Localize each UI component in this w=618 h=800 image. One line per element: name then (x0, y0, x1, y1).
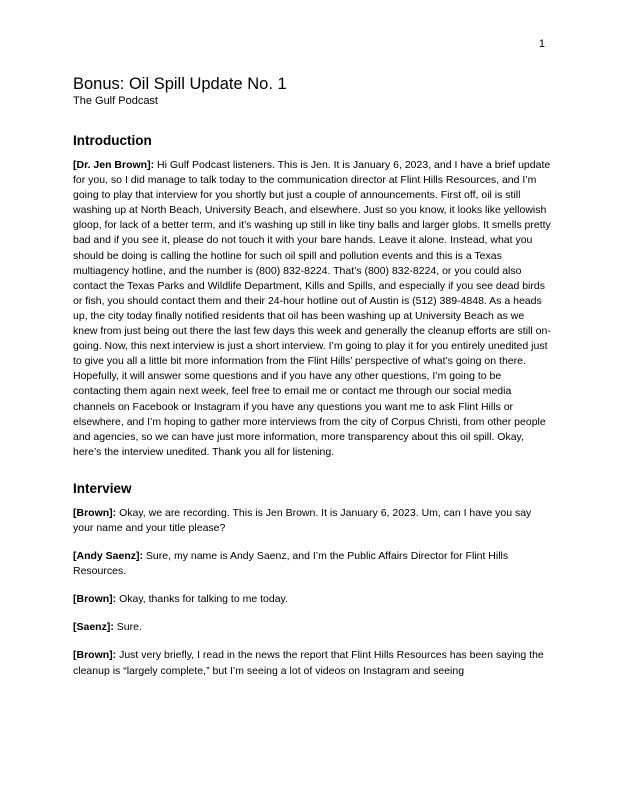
paragraph-text: Okay, thanks for talking to me today. (116, 593, 288, 606)
paragraph-text: Just very briefly, I read in the news the report that Flint Hills Resources has been saying the cleanup is “largely complete,” but I’m seeing a lot of videos on Instagram and seeing (73, 649, 544, 677)
speaker-label: [Brown]: (73, 593, 117, 606)
paragraph-interview-2 (73, 549, 551, 579)
section-heading-interview: Interview (73, 480, 132, 496)
speaker-label: [Brown]: (73, 506, 117, 519)
page-number: 1 (538, 38, 545, 50)
speaker-label: [Dr. Jen Brown]: (73, 159, 155, 171)
document-title: Bonus: Oil Spill Update No. 1 (73, 75, 287, 93)
section-heading-introduction: Introduction (73, 133, 152, 148)
paragraph-text: Hi Gulf Podcast listeners. This is Jen. It is January 6, 2023, and I have a brief update for you, so I did manage to talk today to the communication director at Flint Hills Resources, and I’m going to play that interview for you shortly but just a couple of announcements. First off, oil is still washing up at North Beach, University Beach, and elsewhere. Just so you know, it looks like yellowish gloop, for lack of a better term, and it’s washing up still in like tiny balls and larger globs. It smells pretty bad and if you see it, please do not touch it with your bare hands. Leave it alone. Instead, what you should be doing is calling the hotline for such oil spill and pollution events and this is a Texas multiagency hotline, and the number is (800) 832-8224. That’s (800) 832-8224, or you could also contact the Texas Parks and Wildlife Department, Kills and Spills, and especially if you see dead birds or fish, you should contact them and their 24-hour hotline out of Austin is (512) 389-4848. As a heads up, the city today finally notified residents that oil has been washing up at University Beach as we knew from just being out there the last few days this week and generally the cleanup efforts are still on-going. Now, this next interview is just a short interview. I’m going to play it for you entirely unedited just to give you all a little bit more information from the Flint Hills’ perspective of what’s going on there. Hopefully, it will answer some questions and if you have any other questions, I’m going to be contacting them again next week, feel free to email me or contact me through our social media channels on Facebook or Instagram if you have any questions you want me to ask Flint Hills or elsewhere, and I’m hoping to gather more interviews from the city of Corpus Christi, from other people and agencies, so we can have just more information, more transparency about this oil spill. Okay, here’s the interview unedited. Thank you all for listening. (73, 159, 551, 458)
speaker-label: [Andy Saenz]: (73, 550, 144, 563)
paragraph-text: Sure, my name is Andy Saenz, and I’m the Public Affairs Director for Flint Hills Resources. (73, 550, 509, 578)
paragraph-text: Okay, we are recording. This is Jen Brown. It is January 6, 2023. Um, can I have you say your name and your title please? (73, 506, 532, 534)
speaker-label: [Saenz]: (73, 621, 114, 634)
paragraph-text: Sure. (113, 621, 142, 634)
paragraph-interview-4 (73, 620, 551, 635)
speaker-label: [Brown]: (73, 649, 117, 662)
document-subtitle: The Gulf Podcast (73, 95, 158, 107)
paragraph-intro (73, 158, 551, 460)
paragraph-interview-1 (73, 506, 551, 536)
paragraph-interview-5 (73, 648, 551, 678)
paragraph-interview-3 (73, 592, 551, 607)
document-body (73, 74, 551, 692)
